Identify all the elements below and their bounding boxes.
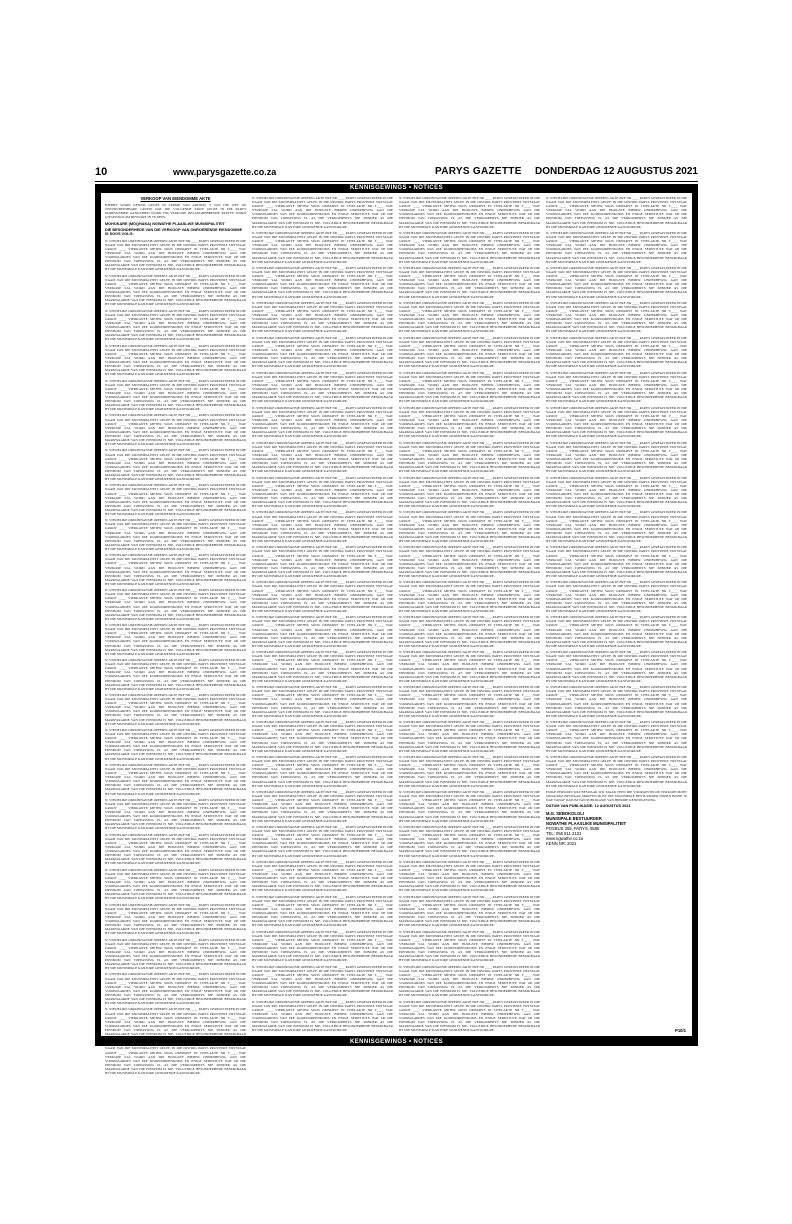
notice-paragraph: N. STEDELIKE ORDONNANSIE OPPERVLAKTE ERF NR ____ PARYS GEREGISTREER IN DIE NAAM VAN DIE MUNISIPALITEIT GELEE IN DIE DISTRIK PARYS PROVINSIE VRYSTAAT GROOT ____ VIERKANTE METER SOOS OMSKRYF IN TITELAKTE NR T____ WAT VERKOOP SAL WORD AAN DIE HOOGSTE BIEDER ONDERHEWIG AAN DIE VOORWAARDES VAN DIE KOOPOOREENKOMS EN ENIGE SERWITUTE WAT OP DIE EIENDOM VAN TOEPASSING IS, AS DIE VERKOOPPRYS NIE MINDER AS DIE MARKWAARDE VAN DIE EIENDOM IS NIE. VOLLEDIGE BESONDERHEDE BESKIKBAAR BY DIE MUNISIPALE KANTORE GEDURENDE KANTOORURE.: [252, 824, 393, 858]
notice-paragraph: N. STEDELIKE ORDONNANSIE OPPERVLAKTE ERF NR ____ PARYS GEREGISTREER IN DIE NAAM VAN DIE MUNISIPALITEIT GELEE IN DIE DISTRIK PARYS PROVINSIE VRYSTAAT GROOT ____ VIERKANTE METER SOOS OMSKRYF IN TITELAKTE NR T____ WAT VERKOOP SAL WORD AAN DIE HOOGSTE BIEDER ONDERHEWIG AAN DIE VOORWAARDES VAN DIE KOOPOOREENKOMS EN ENIGE SERWITUTE WAT OP DIE EIENDOM VAN TOEPASSING IS, AS DIE VERKOOPPRYS NIE MINDER AS DIE MARKWAARDE VAN DIE EIENDOM IS NIE. VOLLEDIGE BESONDERHEDE BESKIKBAAR BY DIE MUNISIPALE KANTORE GEDURENDE KANTOORURE.: [399, 545, 540, 579]
notice-paragraph: N. STEDELIKE ORDONNANSIE OPPERVLAKTE ERF NR ____ PARYS GEREGISTREER IN DIE NAAM VAN DIE MUNISIPALITEIT GELEE IN DIE DISTRIK PARYS PROVINSIE VRYSTAAT GROOT ____ VIERKANTE METER SOOS OMSKRYF IN TITELAKTE NR T____ WAT VERKOOP SAL WORD AAN DIE HOOGSTE BIEDER ONDERHEWIG AAN DIE VOORWAARDES VAN DIE KOOPOOREENKOMS EN ENIGE SERWITUTE WAT OP DIE EIENDOM VAN TOEPASSING IS, AS DIE VERKOOPPRYS NIE MINDER AS DIE MARKWAARDE VAN DIE EIENDOM IS NIE. VOLLEDIGE BESONDERHEDE BESKIKBAAR BY DIE MUNISIPALE KANTORE GEDURENDE KANTOORURE.: [105, 1007, 246, 1041]
page-header: [95, 166, 698, 180]
notice-paragraph: N. STEDELIKE ORDONNANSIE OPPERVLAKTE ERF NR ____ PARYS GEREGISTREER IN DIE NAAM VAN DIE MUNISIPALITEIT GELEE IN DIE DISTRIK PARYS PROVINSIE VRYSTAAT GROOT ____ VIERKANTE METER SOOS OMSKRYF IN TITELAKTE NR T____ WAT VERKOOP SAL WORD AAN DIE HOOGSTE BIEDER ONDERHEWIG AAN DIE VOORWAARDES VAN DIE KOOPOOREENKOMS EN ENIGE SERWITUTE WAT OP DIE EIENDOM VAN TOEPASSING IS, AS DIE VERKOOPPRYS NIE MINDER AS DIE MARKWAARDE VAN DIE EIENDOM IS NIE. VOLLEDIGE BESONDERHEDE BESKIKBAAR BY DIE MUNISIPALE KANTORE GEDURENDE KANTOORURE.: [546, 615, 687, 648]
notice-paragraph: N. STEDELIKE ORDONNANSIE OPPERVLAKTE ERF NR ____ PARYS GEREGISTREER IN DIE NAAM VAN DIE MUNISIPALITEIT GELEE IN DIE DISTRIK PARYS PROVINSIE VRYSTAAT GROOT ____ VIERKANTE METER SOOS OMSKRYF IN TITELAKTE NR T____ WAT VERKOOP SAL WORD AAN DIE HOOGSTE BIEDER ONDERHEWIG AAN DIE VOORWAARDES VAN DIE KOOPOOREENKOMS EN ENIGE SERWITUTE WAT OP DIE EIENDOM VAN TOEPASSING IS, AS DIE VERKOOPPRYS NIE MINDER AS DIE MARKWAARDE VAN DIE EIENDOM IS NIE. VOLLEDIGE BESONDERHEDE BESKIKBAAR BY DIE MUNISIPALE KANTORE GEDURENDE KANTOORURE.: [399, 405, 540, 439]
notice-paragraph: N. STEDELIKE ORDONNANSIE OPPERVLAKTE ERF NR ____ PARYS GEREGISTREER IN DIE NAAM VAN DIE MUNISIPALITEIT GELEE IN DIE DISTRIK PARYS PROVINSIE VRYSTAAT GROOT ____ VIERKANTE METER SOOS OMSKRYF IN TITELAKTE NR T____ WAT VERKOOP SAL WORD AAN DIE HOOGSTE BIEDER ONDERHEWIG AAN DIE VOORWAARDES VAN DIE KOOPOOREENKOMS EN ENIGE SERWITUTE WAT OP DIE EIENDOM VAN TOEPASSING IS, AS DIE VERKOOPPRYS NIE MINDER AS DIE MARKWAARDE VAN DIE EIENDOM IS NIE. VOLLEDIGE BESONDERHEDE BESKIKBAAR BY DIE MUNISIPALE KANTORE GEDURENDE KANTOORURE.: [399, 335, 540, 369]
notice-paragraph: N. STEDELIKE ORDONNANSIE OPPERVLAKTE ERF NR ____ PARYS GEREGISTREER IN DIE NAAM VAN DIE MUNISIPALITEIT GELEE IN DIE DISTRIK PARYS PROVINSIE VRYSTAAT GROOT ____ VIERKANTE METER SOOS OMSKRYF IN TITELAKTE NR T____ WAT VERKOOP SAL WORD AAN DIE HOOGSTE BIEDER ONDERHEWIG AAN DIE VOORWAARDES VAN DIE KOOPOOREENKOMS EN ENIGE SERWITUTE WAT OP DIE EIENDOM VAN TOEPASSING IS, AS DIE VERKOOPPRYS NIE MINDER AS DIE MARKWAARDE VAN DIE EIENDOM IS NIE. VOLLEDIGE BESONDERHEDE BESKIKBAAR BY DIE MUNISIPALE KANTORE GEDURENDE KANTOORURE.: [399, 685, 540, 718]
notice-column-2: [252, 196, 393, 1032]
notice-paragraph: N. STEDELIKE ORDONNANSIE OPPERVLAKTE ERF NR ____ PARYS GEREGISTREER IN DIE NAAM VAN DIE MUNISIPALITEIT GELEE IN DIE DISTRIK PARYS PROVINSIE VRYSTAAT GROOT ____ VIERKANTE METER SOOS OMSKRYF IN TITELAKTE NR T____ WAT VERKOOP SAL WORD AAN DIE HOOGSTE BIEDER ONDERHEWIG AAN DIE VOORWAARDES VAN DIE KOOPOOREENKOMS EN ENIGE SERWITUTE WAT OP DIE EIENDOM VAN TOEPASSING IS, AS DIE VERKOOPPRYS NIE MINDER AS DIE MARKWAARDE VAN DIE EIENDOM IS NIE. VOLLEDIGE BESONDERHEDE BESKIKBAAR BY DIE MUNISIPALE KANTORE GEDURENDE KANTOORURE.: [105, 692, 246, 726]
notice-paragraph: N. STEDELIKE ORDONNANSIE OPPERVLAKTE ERF NR ____ PARYS GEREGISTREER IN DIE NAAM VAN DIE MUNISIPALITEIT GELEE IN DIE DISTRIK PARYS PROVINSIE VRYSTAAT GROOT ____ VIERKANTE METER SOOS OMSKRYF IN TITELAKTE NR T____ WAT VERKOOP SAL WORD AAN DIE HOOGSTE BIEDER ONDERHEWIG AAN DIE VOORWAARDES VAN DIE KOOPOOREENKOMS EN ENIGE SERWITUTE WAT OP DIE EIENDOM VAN TOEPASSING IS, AS DIE VERKOOPPRYS NIE MINDER AS DIE MARKWAARDE VAN DIE EIENDOM IS NIE. VOLLEDIGE BESONDERHEDE BESKIKBAAR BY DIE MUNISIPALE KANTORE GEDURENDE KANTOORURE.: [399, 964, 540, 998]
notice-paragraph: N. STEDELIKE ORDONNANSIE OPPERVLAKTE ERF NR ____ PARYS GEREGISTREER IN DIE NAAM VAN DIE MUNISIPALITEIT GELEE IN DIE DISTRIK PARYS PROVINSIE VRYSTAAT GROOT ____ VIERKANTE METER SOOS OMSKRYF IN TITELAKTE NR T____ WAT VERKOOP SAL WORD AAN DIE HOOGSTE BIEDER ONDERHEWIG AAN DIE VOORWAARDES VAN DIE KOOPOOREENKOMS EN ENIGE SERWITUTE WAT OP DIE EIENDOM VAN TOEPASSING IS, AS DIE VERKOOPPRYS NIE MINDER AS DIE MARKWAARDE VAN DIE EIENDOM IS NIE. VOLLEDIGE BESONDERHEDE BESKIKBAAR BY DIE MUNISIPALE KANTORE GEDURENDE KANTOORURE.: [399, 580, 540, 613]
notice-paragraph: N. STEDELIKE ORDONNANSIE OPPERVLAKTE ERF NR ____ PARYS GEREGISTREER IN DIE NAAM VAN DIE MUNISIPALITEIT GELEE IN DIE DISTRIK PARYS PROVINSIE VRYSTAAT GROOT ____ VIERKANTE METER SOOS OMSKRYF IN TITELAKTE NR T____ WAT VERKOOP SAL WORD AAN DIE HOOGSTE BIEDER ONDERHEWIG AAN DIE VOORWAARDES VAN DIE KOOPOOREENKOMS EN ENIGE SERWITUTE WAT OP DIE EIENDOM VAN TOEPASSING IS, AS DIE VERKOOPPRYS NIE MINDER AS DIE MARKWAARDE VAN DIE EIENDOM IS NIE. VOLLEDIGE BESONDERHEDE BESKIKBAAR BY DIE MUNISIPALE KANTORE GEDURENDE KANTOORURE.: [252, 370, 393, 404]
notice-paragraph: N. STEDELIKE ORDONNANSIE OPPERVLAKTE ERF NR ____ PARYS GEREGISTREER IN DIE NAAM VAN DIE MUNISIPALITEIT GELEE IN DIE DISTRIK PARYS PROVINSIE VRYSTAAT GROOT ____ VIERKANTE METER SOOS OMSKRYF IN TITELAKTE NR T____ WAT VERKOOP SAL WORD AAN DIE HOOGSTE BIEDER ONDERHEWIG AAN DIE VOORWAARDES VAN DIE KOOPOOREENKOMS EN ENIGE SERWITUTE WAT OP DIE EIENDOM VAN TOEPASSING IS, AS DIE VERKOOPPRYS NIE MINDER AS DIE MARKWAARDE VAN DIE EIENDOM IS NIE. VOLLEDIGE BESONDERHEDE BESKIKBAAR BY DIE MUNISIPALE KANTORE GEDURENDE KANTOORURE.: [252, 789, 393, 823]
notice-paragraph: N. STEDELIKE ORDONNANSIE OPPERVLAKTE ERF NR ____ PARYS GEREGISTREER IN DIE NAAM VAN DIE MUNISIPALITEIT GELEE IN DIE DISTRIK PARYS PROVINSIE VRYSTAAT GROOT ____ VIERKANTE METER SOOS OMSKRYF IN TITELAKTE NR T____ WAT VERKOOP SAL WORD AAN DIE HOOGSTE BIEDER ONDERHEWIG AAN DIE VOORWAARDES VAN DIE KOOPOOREENKOMS EN ENIGE SERWITUTE WAT OP DIE EIENDOM VAN TOEPASSING IS, AS DIE VERKOOPPRYS NIE MINDER AS DIE MARKWAARDE VAN DIE EIENDOM IS NIE. VOLLEDIGE BESONDERHEDE BESKIKBAAR BY DIE MUNISIPALE KANTORE GEDURENDE KANTOORURE.: [252, 510, 393, 544]
notice-paragraph: N. STEDELIKE ORDONNANSIE OPPERVLAKTE ERF NR ____ PARYS GEREGISTREER IN DIE NAAM VAN DIE MUNISIPALITEIT GELEE IN DIE DISTRIK PARYS PROVINSIE VRYSTAAT GROOT ____ VIERKANTE METER SOOS OMSKRYF IN TITELAKTE NR T____ WAT VERKOOP SAL WORD AAN DIE HOOGSTE BIEDER ONDERHEWIG AAN DIE VOORWAARDES VAN DIE KOOPOOREENKOMS EN ENIGE SERWITUTE WAT OP DIE EIENDOM VAN TOEPASSING IS, AS DIE VERKOOPPRYS NIE MINDER AS DIE MARKWAARDE VAN DIE EIENDOM IS NIE. VOLLEDIGE BESONDERHEDE BESKIKBAAR BY DIE MUNISIPALE KANTORE GEDURENDE KANTOORURE.: [399, 300, 540, 334]
notice-column-4: [546, 196, 687, 1032]
notice-paragraph: N. STEDELIKE ORDONNANSIE OPPERVLAKTE ERF NR ____ PARYS GEREGISTREER IN DIE NAAM VAN DIE MUNISIPALITEIT GELEE IN DIE DISTRIK PARYS PROVINSIE VRYSTAAT GROOT ____ VIERKANTE METER SOOS OMSKRYF IN TITELAKTE NR T____ WAT VERKOOP SAL WORD AAN DIE HOOGSTE BIEDER ONDERHEWIG AAN DIE VOORWAARDES VAN DIE KOOPOOREENKOMS EN ENIGE SERWITUTE WAT OP DIE EIENDOM VAN TOEPASSING IS, AS DIE VERKOOPPRYS NIE MINDER AS DIE MARKWAARDE VAN DIE EIENDOM IS NIE. VOLLEDIGE BESONDERHEDE BESKIKBAAR BY DIE MUNISIPALE KANTORE GEDURENDE KANTOORURE.: [399, 475, 540, 509]
notice-paragraph: N. STEDELIKE ORDONNANSIE OPPERVLAKTE ERF NR ____ PARYS GEREGISTREER IN DIE NAAM VAN DIE MUNISIPALITEIT GELEE IN DIE DISTRIK PARYS PROVINSIE VRYSTAAT GROOT ____ VIERKANTE METER SOOS OMSKRYF IN TITELAKTE NR T____ WAT VERKOOP SAL WORD AAN DIE HOOGSTE BIEDER ONDERHEWIG AAN DIE VOORWAARDES VAN DIE KOOPOOREENKOMS EN ENIGE SERWITUTE WAT OP DIE EIENDOM VAN TOEPASSING IS, AS DIE VERKOOPPRYS NIE MINDER AS DIE MARKWAARDE VAN DIE EIENDOM IS NIE. VOLLEDIGE BESONDERHEDE BESKIKBAAR BY DIE MUNISIPALE KANTORE GEDURENDE KANTOORURE.: [546, 405, 687, 439]
notice-paragraph: N. STEDELIKE ORDONNANSIE OPPERVLAKTE ERF NR ____ PARYS GEREGISTREER IN DIE NAAM VAN DIE MUNISIPALITEIT GELEE IN DIE DISTRIK PARYS PROVINSIE VRYSTAAT GROOT ____ VIERKANTE METER SOOS OMSKRYF IN TITELAKTE NR T____ WAT VERKOOP SAL WORD AAN DIE HOOGSTE BIEDER ONDERHEWIG AAN DIE VOORWAARDES VAN DIE KOOPOOREENKOMS EN ENIGE SERWITUTE WAT OP DIE EIENDOM VAN TOEPASSING IS, AS DIE VERKOOPPRYS NIE MINDER AS DIE MARKWAARDE VAN DIE EIENDOM IS NIE. VOLLEDIGE BESONDERHEDE BESKIKBAAR BY DIE MUNISIPALE KANTORE GEDURENDE KANTOORURE.: [252, 894, 393, 928]
signature-line: NGWATHE PLAASLIKE MUNISIPALITEIT: [546, 820, 627, 826]
notice-paragraph: N. STEDELIKE ORDONNANSIE OPPERVLAKTE ERF NR ____ PARYS GEREGISTREER IN DIE NAAM VAN DIE MUNISIPALITEIT GELEE IN DIE DISTRIK PARYS PROVINSIE VRYSTAAT GROOT ____ VIERKANTE METER SOOS OMSKRYF IN TITELAKTE NR T____ WAT VERKOOP SAL WORD AAN DIE HOOGSTE BIEDER ONDERHEWIG AAN DIE VOORWAARDES VAN DIE KOOPOOREENKOMS EN ENIGE SERWITUTE WAT OP DIE EIENDOM VAN TOEPASSING IS, AS DIE VERKOOPPRYS NIE MINDER AS DIE MARKWAARDE VAN DIE EIENDOM IS NIE. VOLLEDIGE BESONDERHEDE BESKIKBAAR BY DIE MUNISIPALE KANTORE GEDURENDE KANTOORURE.: [399, 650, 540, 683]
notice-reference: P10/1: [675, 1028, 686, 1033]
notice-heading: VERKOOP VAN EIENDOMME AKTE: [140, 196, 211, 201]
publication-title: PARYS GAZETTE: [435, 166, 522, 177]
notice-paragraph: N. STEDELIKE ORDONNANSIE OPPERVLAKTE ERF NR ____ PARYS GEREGISTREER IN DIE NAAM VAN DIE MUNISIPALITEIT GELEE IN DIE DISTRIK PARYS PROVINSIE VRYSTAAT GROOT ____ VIERKANTE METER SOOS OMSKRYF IN TITELAKTE NR T____ WAT VERKOOP SAL WORD AAN DIE HOOGSTE BIEDER ONDERHEWIG AAN DIE VOORWAARDES VAN DIE KOOPOOREENKOMS EN ENIGE SERWITUTE WAT OP DIE EIENDOM VAN TOEPASSING IS, AS DIE VERKOOPPRYS NIE MINDER AS DIE MARKWAARDE VAN DIE EIENDOM IS NIE. VOLLEDIGE BESONDERHEDE BESKIKBAAR BY DIE MUNISIPALE KANTORE GEDURENDE KANTOORURE.: [105, 762, 246, 796]
notice-paragraph: N. STEDELIKE ORDONNANSIE OPPERVLAKTE ERF NR ____ PARYS GEREGISTREER IN DIE NAAM VAN DIE MUNISIPALITEIT GELEE IN DIE DISTRIK PARYS PROVINSIE VRYSTAAT GROOT ____ VIERKANTE METER SOOS OMSKRYF IN TITELAKTE NR T____ WAT VERKOOP SAL WORD AAN DIE HOOGSTE BIEDER ONDERHEWIG AAN DIE VOORWAARDES VAN DIE KOOPOOREENKOMS EN ENIGE SERWITUTE WAT OP DIE EIENDOM VAN TOEPASSING IS, AS DIE VERKOOPPRYS NIE MINDER AS DIE MARKWAARDE VAN DIE EIENDOM IS NIE. VOLLEDIGE BESONDERHEDE BESKIKBAAR BY DIE MUNISIPALE KANTORE GEDURENDE KANTOORURE.: [252, 999, 393, 1033]
notice-paragraph: N. STEDELIKE ORDONNANSIE OPPERVLAKTE ERF NR ____ PARYS GEREGISTREER IN DIE NAAM VAN DIE MUNISIPALITEIT GELEE IN DIE DISTRIK PARYS PROVINSIE VRYSTAAT GROOT ____ VIERKANTE METER SOOS OMSKRYF IN TITELAKTE NR T____ WAT VERKOOP SAL WORD AAN DIE HOOGSTE BIEDER ONDERHEWIG AAN DIE VOORWAARDES VAN DIE KOOPOOREENKOMS EN ENIGE SERWITUTE WAT OP DIE EIENDOM VAN TOEPASSING IS, AS DIE VERKOOPPRYS NIE MINDER AS DIE MARKWAARDE VAN DIE EIENDOM IS NIE. VOLLEDIGE BESONDERHEDE BESKIKBAAR BY DIE MUNISIPALE KANTORE GEDURENDE KANTOORURE.: [105, 378, 246, 412]
notice-paragraph: N. STEDELIKE ORDONNANSIE OPPERVLAKTE ERF NR ____ PARYS GEREGISTREER IN DIE NAAM VAN DIE MUNISIPALITEIT GELEE IN DIE DISTRIK PARYS PROVINSIE VRYSTAAT GROOT ____ VIERKANTE METER SOOS OMSKRYF IN TITELAKTE NR T____ WAT VERKOOP SAL WORD AAN DIE HOOGSTE BIEDER ONDERHEWIG AAN DIE VOORWAARDES VAN DIE KOOPOOREENKOMS EN ENIGE SERWITUTE WAT OP DIE EIENDOM VAN TOEPASSING IS, AS DIE VERKOOPPRYS NIE MINDER AS DIE MARKWAARDE VAN DIE EIENDOM IS NIE. VOLLEDIGE BESONDERHEDE BESKIKBAAR BY DIE MUNISIPALE KANTORE GEDURENDE KANTOORURE.: [546, 650, 687, 683]
signature-line: www.ngwathe.co.za: [546, 835, 584, 841]
notice-intro: HIERBY WORD KENNIS GEGEE IN TERME VAN ARTIKEL 9 VAN DIE WET OP ONVERVREEMBARE GROND DAT DIE VOLGENDE ERWE GELEE IN DIE PARYS DORPSGEBIED AANGEBIED WORD VIR VERKOOP. BELANGHEBBENDE PARTYE WORD UITGENOOI OM BESWARE IN TE DIEN.: [105, 203, 246, 220]
notice-paragraph: N. STEDELIKE ORDONNANSIE OPPERVLAKTE ERF NR ____ PARYS GEREGISTREER IN DIE NAAM VAN DIE MUNISIPALITEIT GELEE IN DIE DISTRIK PARYS PROVINSIE VRYSTAAT GROOT ____ VIERKANTE METER SOOS OMSKRYF IN TITELAKTE NR T____ WAT VERKOOP SAL WORD AAN DIE HOOGSTE BIEDER ONDERHEWIG AAN DIE VOORWAARDES VAN DIE KOOPOOREENKOMS EN ENIGE SERWITUTE WAT OP DIE EIENDOM VAN TOEPASSING IS, AS DIE VERKOOPPRYS NIE MINDER AS DIE MARKWAARDE VAN DIE EIENDOM IS NIE. VOLLEDIGE BESONDERHEDE BESKIKBAAR BY DIE MUNISIPALE KANTORE GEDURENDE KANTOORURE.: [252, 545, 393, 579]
notice-paragraph: N. STEDELIKE ORDONNANSIE OPPERVLAKTE ERF NR ____ PARYS GEREGISTREER IN DIE NAAM VAN DIE MUNISIPALITEIT GELEE IN DIE DISTRIK PARYS PROVINSIE VRYSTAAT GROOT ____ VIERKANTE METER SOOS OMSKRYF IN TITELAKTE NR T____ WAT VERKOOP SAL WORD AAN DIE HOOGSTE BIEDER ONDERHEWIG AAN DIE VOORWAARDES VAN DIE KOOPOOREENKOMS EN ENIGE SERWITUTE WAT OP DIE EIENDOM VAN TOEPASSING IS, AS DIE VERKOOPPRYS NIE MINDER AS DIE MARKWAARDE VAN DIE EIENDOM IS NIE. VOLLEDIGE BESONDERHEDE BESKIKBAAR BY DIE MUNISIPALE KANTORE GEDURENDE KANTOORURE.: [105, 238, 246, 272]
notice-paragraph: N. STEDELIKE ORDONNANSIE OPPERVLAKTE ERF NR ____ PARYS GEREGISTREER IN DIE NAAM VAN DIE MUNISIPALITEIT GELEE IN DIE DISTRIK PARYS PROVINSIE VRYSTAAT GROOT ____ VIERKANTE METER SOOS OMSKRYF IN TITELAKTE NR T____ WAT VERKOOP SAL WORD AAN DIE HOOGSTE BIEDER ONDERHEWIG AAN DIE VOORWAARDES VAN DIE KOOPOOREENKOMS EN ENIGE SERWITUTE WAT OP DIE EIENDOM VAN TOEPASSING IS, AS DIE VERKOOPPRYS NIE MINDER AS DIE MARKWAARDE VAN DIE EIENDOM IS NIE. VOLLEDIGE BESONDERHEDE BESKIKBAAR BY DIE MUNISIPALE KANTORE GEDURENDE KANTOORURE.: [252, 615, 393, 648]
notice-paragraph: N. STEDELIKE ORDONNANSIE OPPERVLAKTE ERF NR ____ PARYS GEREGISTREER IN DIE NAAM VAN DIE MUNISIPALITEIT GELEE IN DIE DISTRIK PARYS PROVINSIE VRYSTAAT GROOT ____ VIERKANTE METER SOOS OMSKRYF IN TITELAKTE NR T____ WAT VERKOOP SAL WORD AAN DIE HOOGSTE BIEDER ONDERHEWIG AAN DIE VOORWAARDES VAN DIE KOOPOOREENKOMS EN ENIGE SERWITUTE WAT OP DIE EIENDOM VAN TOEPASSING IS, AS DIE VERKOOPPRYS NIE MINDER AS DIE MARKWAARDE VAN DIE EIENDOM IS NIE. VOLLEDIGE BESONDERHEDE BESKIKBAAR BY DIE MUNISIPALE KANTORE GEDURENDE KANTOORURE.: [399, 859, 540, 893]
notice-paragraph: N. STEDELIKE ORDONNANSIE OPPERVLAKTE ERF NR ____ PARYS GEREGISTREER IN DIE NAAM VAN DIE MUNISIPALITEIT GELEE IN DIE DISTRIK PARYS PROVINSIE VRYSTAAT GROOT ____ VIERKANTE METER SOOS OMSKRYF IN TITELAKTE NR T____ WAT VERKOOP SAL WORD AAN DIE HOOGSTE BIEDER ONDERHEWIG AAN DIE VOORWAARDES VAN DIE KOOPOOREENKOMS EN ENIGE SERWITUTE WAT OP DIE EIENDOM VAN TOEPASSING IS, AS DIE VERKOOPPRYS NIE MINDER AS DIE MARKWAARDE VAN DIE EIENDOM IS NIE. VOLLEDIGE BESONDERHEDE BESKIKBAAR BY DIE MUNISIPALE KANTORE GEDURENDE KANTOORURE.: [399, 230, 540, 264]
notice-paragraph: N. STEDELIKE ORDONNANSIE OPPERVLAKTE ERF NR ____ PARYS GEREGISTREER IN DIE NAAM VAN DIE MUNISIPALITEIT GELEE IN DIE DISTRIK PARYS PROVINSIE VRYSTAAT GROOT ____ VIERKANTE METER SOOS OMSKRYF IN TITELAKTE NR T____ WAT VERKOOP SAL WORD AAN DIE HOOGSTE BIEDER ONDERHEWIG AAN DIE VOORWAARDES VAN DIE KOOPOOREENKOMS EN ENIGE SERWITUTE WAT OP DIE EIENDOM VAN TOEPASSING IS, AS DIE VERKOOPPRYS NIE MINDER AS DIE MARKWAARDE VAN DIE EIENDOM IS NIE. VOLLEDIGE BESONDERHEDE BESKIKBAAR BY DIE MUNISIPALE KANTORE GEDURENDE KANTOORURE.: [546, 580, 687, 613]
notice-paragraph: N. STEDELIKE ORDONNANSIE OPPERVLAKTE ERF NR ____ PARYS GEREGISTREER IN DIE NAAM VAN DIE MUNISIPALITEIT GELEE IN DIE DISTRIK PARYS PROVINSIE VRYSTAAT GROOT ____ VIERKANTE METER SOOS OMSKRYF IN TITELAKTE NR T____ WAT VERKOOP SAL WORD AAN DIE HOOGSTE BIEDER ONDERHEWIG AAN DIE VOORWAARDES VAN DIE KOOPOOREENKOMS EN ENIGE SERWITUTE WAT OP DIE EIENDOM VAN TOEPASSING IS, AS DIE VERKOOPPRYS NIE MINDER AS DIE MARKWAARDE VAN DIE EIENDOM IS NIE. VOLLEDIGE BESONDERHEDE BESKIKBAAR BY DIE MUNISIPALE KANTORE GEDURENDE KANTOORURE.: [399, 929, 540, 963]
notice-paragraph: N. STEDELIKE ORDONNANSIE OPPERVLAKTE ERF NR ____ PARYS GEREGISTREER IN DIE NAAM VAN DIE MUNISIPALITEIT GELEE IN DIE DISTRIK PARYS PROVINSIE VRYSTAAT GROOT ____ VIERKANTE METER SOOS OMSKRYF IN TITELAKTE NR T____ WAT VERKOOP SAL WORD AAN DIE HOOGSTE BIEDER ONDERHEWIG AAN DIE VOORWAARDES VAN DIE KOOPOOREENKOMS EN ENIGE SERWITUTE WAT OP DIE EIENDOM VAN TOEPASSING IS, AS DIE VERKOOPPRYS NIE MINDER AS DIE MARKWAARDE VAN DIE EIENDOM IS NIE. VOLLEDIGE BESONDERHEDE BESKIKBAAR BY DIE MUNISIPALE KANTORE GEDURENDE KANTOORURE.: [252, 580, 393, 613]
notice-paragraph: N. STEDELIKE ORDONNANSIE OPPERVLAKTE ERF NR ____ PARYS GEREGISTREER IN DIE NAAM VAN DIE MUNISIPALITEIT GELEE IN DIE DISTRIK PARYS PROVINSIE VRYSTAAT GROOT ____ VIERKANTE METER SOOS OMSKRYF IN TITELAKTE NR T____ WAT VERKOOP SAL WORD AAN DIE HOOGSTE BIEDER ONDERHEWIG AAN DIE VOORWAARDES VAN DIE KOOPOOREENKOMS EN ENIGE SERWITUTE WAT OP DIE EIENDOM VAN TOEPASSING IS, AS DIE VERKOOPPRYS NIE MINDER AS DIE MARKWAARDE VAN DIE EIENDOM IS NIE. VOLLEDIGE BESONDERHEDE BESKIKBAAR BY DIE MUNISIPALE KANTORE GEDURENDE KANTOORURE.: [105, 867, 246, 901]
notice-paragraph: N. STEDELIKE ORDONNANSIE OPPERVLAKTE ERF NR ____ PARYS GEREGISTREER IN DIE NAAM VAN DIE MUNISIPALITEIT GELEE IN DIE DISTRIK PARYS PROVINSIE VRYSTAAT GROOT ____ VIERKANTE METER SOOS OMSKRYF IN TITELAKTE NR T____ WAT VERKOOP SAL WORD AAN DIE HOOGSTE BIEDER ONDERHEWIG AAN DIE VOORWAARDES VAN DIE KOOPOOREENKOMS EN ENIGE SERWITUTE WAT OP DIE EIENDOM VAN TOEPASSING IS, AS DIE VERKOOPPRYS NIE MINDER AS DIE MARKWAARDE VAN DIE EIENDOM IS NIE. VOLLEDIGE BESONDERHEDE BESKIKBAAR BY DIE MUNISIPALE KANTORE GEDURENDE KANTOORURE.: [546, 510, 687, 544]
notice-paragraph: N. STEDELIKE ORDONNANSIE OPPERVLAKTE ERF NR ____ PARYS GEREGISTREER IN DIE NAAM VAN DIE MUNISIPALITEIT GELEE IN DIE DISTRIK PARYS PROVINSIE VRYSTAAT GROOT ____ VIERKANTE METER SOOS OMSKRYF IN TITELAKTE NR T____ WAT VERKOOP SAL WORD AAN DIE HOOGSTE BIEDER ONDERHEWIG AAN DIE VOORWAARDES VAN DIE KOOPOOREENKOMS EN ENIGE SERWITUTE WAT OP DIE EIENDOM VAN TOEPASSING IS, AS DIE VERKOOPPRYS NIE MINDER AS DIE MARKWAARDE VAN DIE EIENDOM IS NIE. VOLLEDIGE BESONDERHEDE BESKIKBAAR BY DIE MUNISIPALE KANTORE GEDURENDE KANTOORURE.: [252, 964, 393, 998]
notice-paragraph: N. STEDELIKE ORDONNANSIE OPPERVLAKTE ERF NR ____ PARYS GEREGISTREER IN DIE NAAM VAN DIE MUNISIPALITEIT GELEE IN DIE DISTRIK PARYS PROVINSIE VRYSTAAT GROOT ____ VIERKANTE METER SOOS OMSKRYF IN TITELAKTE NR T____ WAT VERKOOP SAL WORD AAN DIE HOOGSTE BIEDER ONDERHEWIG AAN DIE VOORWAARDES VAN DIE KOOPOOREENKOMS EN ENIGE SERWITUTE WAT OP DIE EIENDOM VAN TOEPASSING IS, AS DIE VERKOOPPRYS NIE MINDER AS DIE MARKWAARDE VAN DIE EIENDOM IS NIE. VOLLEDIGE BESONDERHEDE BESKIKBAAR BY DIE MUNISIPALE KANTORE GEDURENDE KANTOORURE.: [252, 230, 393, 264]
notice-column-1: [105, 196, 246, 1075]
notice-paragraph: N. STEDELIKE ORDONNANSIE OPPERVLAKTE ERF NR ____ PARYS GEREGISTREER IN DIE NAAM VAN DIE MUNISIPALITEIT GELEE IN DIE DISTRIK PARYS PROVINSIE VRYSTAAT GROOT ____ VIERKANTE METER SOOS OMSKRYF IN TITELAKTE NR T____ WAT VERKOOP SAL WORD AAN DIE HOOGSTE BIEDER ONDERHEWIG AAN DIE VOORWAARDES VAN DIE KOOPOOREENKOMS EN ENIGE SERWITUTE WAT OP DIE EIENDOM VAN TOEPASSING IS, AS DIE VERKOOPPRYS NIE MINDER AS DIE MARKWAARDE VAN DIE EIENDOM IS NIE. VOLLEDIGE BESONDERHEDE BESKIKBAAR BY DIE MUNISIPALE KANTORE GEDURENDE KANTOORURE.: [546, 370, 687, 404]
notice-closing: ENIGE PERSOON WAT BESWAAR WIL MAAK TEEN DIE VOORGESTELDE VERKOPE MOET SODANIGE BESWAAR SKRIFTELIK BY DIE MUNISIPALE BESTUURDER INDIEN BINNE 30 DAE VANAF DATUM VAN PUBLIKASIE VAN HIERDIE KENNISGEWING.: [546, 789, 687, 803]
notice-paragraph: N. STEDELIKE ORDONNANSIE OPPERVLAKTE ERF NR ____ PARYS GEREGISTREER IN DIE NAAM VAN DIE MUNISIPALITEIT GELEE IN DIE DISTRIK PARYS PROVINSIE VRYSTAAT GROOT ____ VIERKANTE METER SOOS OMSKRYF IN TITELAKTE NR T____ WAT VERKOOP SAL WORD AAN DIE HOOGSTE BIEDER ONDERHEWIG AAN DIE VOORWAARDES VAN DIE KOOPOOREENKOMS EN ENIGE SERWITUTE WAT OP DIE EIENDOM VAN TOEPASSING IS, AS DIE VERKOOPPRYS NIE MINDER AS DIE MARKWAARDE VAN DIE EIENDOM IS NIE. VOLLEDIGE BESONDERHEDE BESKIKBAAR BY DIE MUNISIPALE KANTORE GEDURENDE KANTOORURE.: [105, 1042, 246, 1075]
signature-line: MUNISIPALE BESTUURDER: [546, 815, 602, 821]
signature-line: TEL: 056 811 2131: [546, 830, 582, 836]
notice-column-3: [399, 196, 540, 1032]
notice-paragraph: N. STEDELIKE ORDONNANSIE OPPERVLAKTE ERF NR ____ PARYS GEREGISTREER IN DIE NAAM VAN DIE MUNISIPALITEIT GELEE IN DIE DISTRIK PARYS PROVINSIE VRYSTAAT GROOT ____ VIERKANTE METER SOOS OMSKRYF IN TITELAKTE NR T____ WAT VERKOOP SAL WORD AAN DIE HOOGSTE BIEDER ONDERHEWIG AAN DIE VOORWAARDES VAN DIE KOOPOOREENKOMS EN ENIGE SERWITUTE WAT OP DIE EIENDOM VAN TOEPASSING IS, AS DIE VERKOOPPRYS NIE MINDER AS DIE MARKWAARDE VAN DIE EIENDOM IS NIE. VOLLEDIGE BESONDERHEDE BESKIKBAAR BY DIE MUNISIPALE KANTORE GEDURENDE KANTOORURE.: [399, 440, 540, 474]
notice-paragraph: N. STEDELIKE ORDONNANSIE OPPERVLAKTE ERF NR ____ PARYS GEREGISTREER IN DIE NAAM VAN DIE MUNISIPALITEIT GELEE IN DIE DISTRIK PARYS PROVINSIE VRYSTAAT GROOT ____ VIERKANTE METER SOOS OMSKRYF IN TITELAKTE NR T____ WAT VERKOOP SAL WORD AAN DIE HOOGSTE BIEDER ONDERHEWIG AAN DIE VOORWAARDES VAN DIE KOOPOOREENKOMS EN ENIGE SERWITUTE WAT OP DIE EIENDOM VAN TOEPASSING IS, AS DIE VERKOOPPRYS NIE MINDER AS DIE MARKWAARDE VAN DIE EIENDOM IS NIE. VOLLEDIGE BESONDERHEDE BESKIKBAAR BY DIE MUNISIPALE KANTORE GEDURENDE KANTOORURE.: [399, 510, 540, 544]
notice-subheading: DIE BESONDERHEDE VAN DIE VERKOOP VAN ONROERENDE EIENDOMME IS SOOS VOLG:: [105, 227, 243, 237]
notices-page-frame: [95, 184, 698, 1075]
section-banner-bottom: KENNISGEWINGS • NOTICES: [350, 1039, 443, 1045]
notice-paragraph: N. STEDELIKE ORDONNANSIE OPPERVLAKTE ERF NR ____ PARYS GEREGISTREER IN DIE NAAM VAN DIE MUNISIPALITEIT GELEE IN DIE DISTRIK PARYS PROVINSIE VRYSTAAT GROOT ____ VIERKANTE METER SOOS OMSKRYF IN TITELAKTE NR T____ WAT VERKOOP SAL WORD AAN DIE HOOGSTE BIEDER ONDERHEWIG AAN DIE VOORWAARDES VAN DIE KOOPOOREENKOMS EN ENIGE SERWITUTE WAT OP DIE EIENDOM VAN TOEPASSING IS, AS DIE VERKOOPPRYS NIE MINDER AS DIE MARKWAARDE VAN DIE EIENDOM IS NIE. VOLLEDIGE BESONDERHEDE BESKIKBAAR BY DIE MUNISIPALE KANTORE GEDURENDE KANTOORURE.: [546, 685, 687, 718]
notice-paragraph: N. STEDELIKE ORDONNANSIE OPPERVLAKTE ERF NR ____ PARYS GEREGISTREER IN DIE NAAM VAN DIE MUNISIPALITEIT GELEE IN DIE DISTRIK PARYS PROVINSIE VRYSTAAT GROOT ____ VIERKANTE METER SOOS OMSKRYF IN TITELAKTE NR T____ WAT VERKOOP SAL WORD AAN DIE HOOGSTE BIEDER ONDERHEWIG AAN DIE VOORWAARDES VAN DIE KOOPOOREENKOMS EN ENIGE SERWITUTE WAT OP DIE EIENDOM VAN TOEPASSING IS, AS DIE VERKOOPPRYS NIE MINDER AS DIE MARKWAARDE VAN DIE EIENDOM IS NIE. VOLLEDIGE BESONDERHEDE BESKIKBAAR BY DIE MUNISIPALE KANTORE GEDURENDE KANTOORURE.: [105, 273, 246, 307]
notice-paragraph: N. STEDELIKE ORDONNANSIE OPPERVLAKTE ERF NR ____ PARYS GEREGISTREER IN DIE NAAM VAN DIE MUNISIPALITEIT GELEE IN DIE DISTRIK PARYS PROVINSIE VRYSTAAT GROOT ____ VIERKANTE METER SOOS OMSKRYF IN TITELAKTE NR T____ WAT VERKOOP SAL WORD AAN DIE HOOGSTE BIEDER ONDERHEWIG AAN DIE VOORWAARDES VAN DIE KOOPOOREENKOMS EN ENIGE SERWITUTE WAT OP DIE EIENDOM VAN TOEPASSING IS, AS DIE VERKOOPPRYS NIE MINDER AS DIE MARKWAARDE VAN DIE EIENDOM IS NIE. VOLLEDIGE BESONDERHEDE BESKIKBAAR BY DIE MUNISIPALE KANTORE GEDURENDE KANTOORURE.: [252, 755, 393, 788]
notice-paragraph: N. STEDELIKE ORDONNANSIE OPPERVLAKTE ERF NR ____ PARYS GEREGISTREER IN DIE NAAM VAN DIE MUNISIPALITEIT GELEE IN DIE DISTRIK PARYS PROVINSIE VRYSTAAT GROOT ____ VIERKANTE METER SOOS OMSKRYF IN TITELAKTE NR T____ WAT VERKOOP SAL WORD AAN DIE HOOGSTE BIEDER ONDERHEWIG AAN DIE VOORWAARDES VAN DIE KOOPOOREENKOMS EN ENIGE SERWITUTE WAT OP DIE EIENDOM VAN TOEPASSING IS, AS DIE VERKOOPPRYS NIE MINDER AS DIE MARKWAARDE VAN DIE EIENDOM IS NIE. VOLLEDIGE BESONDERHEDE BESKIKBAAR BY DIE MUNISIPALE KANTORE GEDURENDE KANTOORURE.: [105, 308, 246, 342]
notice-paragraph: N. STEDELIKE ORDONNANSIE OPPERVLAKTE ERF NR ____ PARYS GEREGISTREER IN DIE NAAM VAN DIE MUNISIPALITEIT GELEE IN DIE DISTRIK PARYS PROVINSIE VRYSTAAT GROOT ____ VIERKANTE METER SOOS OMSKRYF IN TITELAKTE NR T____ WAT VERKOOP SAL WORD AAN DIE HOOGSTE BIEDER ONDERHEWIG AAN DIE VOORWAARDES VAN DIE KOOPOOREENKOMS EN ENIGE SERWITUTE WAT OP DIE EIENDOM VAN TOEPASSING IS, AS DIE VERKOOPPRYS NIE MINDER AS DIE MARKWAARDE VAN DIE EIENDOM IS NIE. VOLLEDIGE BESONDERHEDE BESKIKBAAR BY DIE MUNISIPALE KANTORE GEDURENDE KANTOORURE.: [546, 230, 687, 264]
notice-paragraph: N. STEDELIKE ORDONNANSIE OPPERVLAKTE ERF NR ____ PARYS GEREGISTREER IN DIE NAAM VAN DIE MUNISIPALITEIT GELEE IN DIE DISTRIK PARYS PROVINSIE VRYSTAAT GROOT ____ VIERKANTE METER SOOS OMSKRYF IN TITELAKTE NR T____ WAT VERKOOP SAL WORD AAN DIE HOOGSTE BIEDER ONDERHEWIG AAN DIE VOORWAARDES VAN DIE KOOPOOREENKOMS EN ENIGE SERWITUTE WAT OP DIE EIENDOM VAN TOEPASSING IS, AS DIE VERKOOPPRYS NIE MINDER AS DIE MARKWAARDE VAN DIE EIENDOM IS NIE. VOLLEDIGE BESONDERHEDE BESKIKBAAR BY DIE MUNISIPALE KANTORE GEDURENDE KANTOORURE.: [399, 999, 540, 1033]
notice-paragraph: N. STEDELIKE ORDONNANSIE OPPERVLAKTE ERF NR ____ PARYS GEREGISTREER IN DIE NAAM VAN DIE MUNISIPALITEIT GELEE IN DIE DISTRIK PARYS PROVINSIE VRYSTAAT GROOT ____ VIERKANTE METER SOOS OMSKRYF IN TITELAKTE NR T____ WAT VERKOOP SAL WORD AAN DIE HOOGSTE BIEDER ONDERHEWIG AAN DIE VOORWAARDES VAN DIE KOOPOOREENKOMS EN ENIGE SERWITUTE WAT OP DIE EIENDOM VAN TOEPASSING IS, AS DIE VERKOOPPRYS NIE MINDER AS DIE MARKWAARDE VAN DIE EIENDOM IS NIE. VOLLEDIGE BESONDERHEDE BESKIKBAAR BY DIE MUNISIPALE KANTORE GEDURENDE KANTOORURE.: [105, 483, 246, 516]
notice-paragraph: N. STEDELIKE ORDONNANSIE OPPERVLAKTE ERF NR ____ PARYS GEREGISTREER IN DIE NAAM VAN DIE MUNISIPALITEIT GELEE IN DIE DISTRIK PARYS PROVINSIE VRYSTAAT GROOT ____ VIERKANTE METER SOOS OMSKRYF IN TITELAKTE NR T____ WAT VERKOOP SAL WORD AAN DIE HOOGSTE BIEDER ONDERHEWIG AAN DIE VOORWAARDES VAN DIE KOOPOOREENKOMS EN ENIGE SERWITUTE WAT OP DIE EIENDOM VAN TOEPASSING IS, AS DIE VERKOOPPRYS NIE MINDER AS DIE MARKWAARDE VAN DIE EIENDOM IS NIE. VOLLEDIGE BESONDERHEDE BESKIKBAAR BY DIE MUNISIPALE KANTORE GEDURENDE KANTOORURE.: [399, 789, 540, 823]
notice-paragraph: N. STEDELIKE ORDONNANSIE OPPERVLAKTE ERF NR ____ PARYS GEREGISTREER IN DIE NAAM VAN DIE MUNISIPALITEIT GELEE IN DIE DISTRIK PARYS PROVINSIE VRYSTAAT GROOT ____ VIERKANTE METER SOOS OMSKRYF IN TITELAKTE NR T____ WAT VERKOOP SAL WORD AAN DIE HOOGSTE BIEDER ONDERHEWIG AAN DIE VOORWAARDES VAN DIE KOOPOOREENKOMS EN ENIGE SERWITUTE WAT OP DIE EIENDOM VAN TOEPASSING IS, AS DIE VERKOOPPRYS NIE MINDER AS DIE MARKWAARDE VAN DIE EIENDOM IS NIE. VOLLEDIGE BESONDERHEDE BESKIKBAAR BY DIE MUNISIPALE KANTORE GEDURENDE KANTOORURE.: [546, 720, 687, 753]
notice-paragraph: N. STEDELIKE ORDONNANSIE OPPERVLAKTE ERF NR ____ PARYS GEREGISTREER IN DIE NAAM VAN DIE MUNISIPALITEIT GELEE IN DIE DISTRIK PARYS PROVINSIE VRYSTAAT GROOT ____ VIERKANTE METER SOOS OMSKRYF IN TITELAKTE NR T____ WAT VERKOOP SAL WORD AAN DIE HOOGSTE BIEDER ONDERHEWIG AAN DIE VOORWAARDES VAN DIE KOOPOOREENKOMS EN ENIGE SERWITUTE WAT OP DIE EIENDOM VAN TOEPASSING IS, AS DIE VERKOOPPRYS NIE MINDER AS DIE MARKWAARDE VAN DIE EIENDOM IS NIE. VOLLEDIGE BESONDERHEDE BESKIKBAAR BY DIE MUNISIPALE KANTORE GEDURENDE KANTOORURE.: [105, 658, 246, 691]
notice-paragraph: N. STEDELIKE ORDONNANSIE OPPERVLAKTE ERF NR ____ PARYS GEREGISTREER IN DIE NAAM VAN DIE MUNISIPALITEIT GELEE IN DIE DISTRIK PARYS PROVINSIE VRYSTAAT GROOT ____ VIERKANTE METER SOOS OMSKRYF IN TITELAKTE NR T____ WAT VERKOOP SAL WORD AAN DIE HOOGSTE BIEDER ONDERHEWIG AAN DIE VOORWAARDES VAN DIE KOOPOOREENKOMS EN ENIGE SERWITUTE WAT OP DIE EIENDOM VAN TOEPASSING IS, AS DIE VERKOOPPRYS NIE MINDER AS DIE MARKWAARDE VAN DIE EIENDOM IS NIE. VOLLEDIGE BESONDERHEDE BESKIKBAAR BY DIE MUNISIPALE KANTORE GEDURENDE KANTOORURE.: [105, 832, 246, 866]
section-banner-top: KENNISGEWINGS • NOTICES: [350, 185, 443, 191]
notice-paragraph: N. STEDELIKE ORDONNANSIE OPPERVLAKTE ERF NR ____ PARYS GEREGISTREER IN DIE NAAM VAN DIE MUNISIPALITEIT GELEE IN DIE DISTRIK PARYS PROVINSIE VRYSTAAT GROOT ____ VIERKANTE METER SOOS OMSKRYF IN TITELAKTE NR T____ WAT VERKOOP SAL WORD AAN DIE HOOGSTE BIEDER ONDERHEWIG AAN DIE VOORWAARDES VAN DIE KOOPOOREENKOMS EN ENIGE SERWITUTE WAT OP DIE EIENDOM VAN TOEPASSING IS, AS DIE VERKOOPPRYS NIE MINDER AS DIE MARKWAARDE VAN DIE EIENDOM IS NIE. VOLLEDIGE BESONDERHEDE BESKIKBAAR BY DIE MUNISIPALE KANTORE GEDURENDE KANTOORURE.: [399, 824, 540, 858]
notice-paragraph: N. STEDELIKE ORDONNANSIE OPPERVLAKTE ERF NR ____ PARYS GEREGISTREER IN DIE NAAM VAN DIE MUNISIPALITEIT GELEE IN DIE DISTRIK PARYS PROVINSIE VRYSTAAT GROOT ____ VIERKANTE METER SOOS OMSKRYF IN TITELAKTE NR T____ WAT VERKOOP SAL WORD AAN DIE HOOGSTE BIEDER ONDERHEWIG AAN DIE VOORWAARDES VAN DIE KOOPOOREENKOMS EN ENIGE SERWITUTE WAT OP DIE EIENDOM VAN TOEPASSING IS, AS DIE VERKOOPPRYS NIE MINDER AS DIE MARKWAARDE VAN DIE EIENDOM IS NIE. VOLLEDIGE BESONDERHEDE BESKIKBAAR BY DIE MUNISIPALE KANTORE GEDURENDE KANTOORURE.: [399, 196, 540, 229]
notice-paragraph: N. STEDELIKE ORDONNANSIE OPPERVLAKTE ERF NR ____ PARYS GEREGISTREER IN DIE NAAM VAN DIE MUNISIPALITEIT GELEE IN DIE DISTRIK PARYS PROVINSIE VRYSTAAT GROOT ____ VIERKANTE METER SOOS OMSKRYF IN TITELAKTE NR T____ WAT VERKOOP SAL WORD AAN DIE HOOGSTE BIEDER ONDERHEWIG AAN DIE VOORWAARDES VAN DIE KOOPOOREENKOMS EN ENIGE SERWITUTE WAT OP DIE EIENDOM VAN TOEPASSING IS, AS DIE VERKOOPPRYS NIE MINDER AS DIE MARKWAARDE VAN DIE EIENDOM IS NIE. VOLLEDIGE BESONDERHEDE BESKIKBAAR BY DIE MUNISIPALE KANTORE GEDURENDE KANTOORURE.: [105, 937, 246, 971]
notice-paragraph: N. STEDELIKE ORDONNANSIE OPPERVLAKTE ERF NR ____ PARYS GEREGISTREER IN DIE NAAM VAN DIE MUNISIPALITEIT GELEE IN DIE DISTRIK PARYS PROVINSIE VRYSTAAT GROOT ____ VIERKANTE METER SOOS OMSKRYF IN TITELAKTE NR T____ WAT VERKOOP SAL WORD AAN DIE HOOGSTE BIEDER ONDERHEWIG AAN DIE VOORWAARDES VAN DIE KOOPOOREENKOMS EN ENIGE SERWITUTE WAT OP DIE EIENDOM VAN TOEPASSING IS, AS DIE VERKOOPPRYS NIE MINDER AS DIE MARKWAARDE VAN DIE EIENDOM IS NIE. VOLLEDIGE BESONDERHEDE BESKIKBAAR BY DIE MUNISIPALE KANTORE GEDURENDE KANTOORURE.: [546, 545, 687, 579]
notice-paragraph: N. STEDELIKE ORDONNANSIE OPPERVLAKTE ERF NR ____ PARYS GEREGISTREER IN DIE NAAM VAN DIE MUNISIPALITEIT GELEE IN DIE DISTRIK PARYS PROVINSIE VRYSTAAT GROOT ____ VIERKANTE METER SOOS OMSKRYF IN TITELAKTE NR T____ WAT VERKOOP SAL WORD AAN DIE HOOGSTE BIEDER ONDERHEWIG AAN DIE VOORWAARDES VAN DIE KOOPOOREENKOMS EN ENIGE SERWITUTE WAT OP DIE EIENDOM VAN TOEPASSING IS, AS DIE VERKOOPPRYS NIE MINDER AS DIE MARKWAARDE VAN DIE EIENDOM IS NIE. VOLLEDIGE BESONDERHEDE BESKIKBAAR BY DIE MUNISIPALE KANTORE GEDURENDE KANTOORURE.: [105, 902, 246, 936]
notice-paragraph: N. STEDELIKE ORDONNANSIE OPPERVLAKTE ERF NR ____ PARYS GEREGISTREER IN DIE NAAM VAN DIE MUNISIPALITEIT GELEE IN DIE DISTRIK PARYS PROVINSIE VRYSTAAT GROOT ____ VIERKANTE METER SOOS OMSKRYF IN TITELAKTE NR T____ WAT VERKOOP SAL WORD AAN DIE HOOGSTE BIEDER ONDERHEWIG AAN DIE VOORWAARDES VAN DIE KOOPOOREENKOMS EN ENIGE SERWITUTE WAT OP DIE EIENDOM VAN TOEPASSING IS, AS DIE VERKOOPPRYS NIE MINDER AS DIE MARKWAARDE VAN DIE EIENDOM IS NIE. VOLLEDIGE BESONDERHEDE BESKIKBAAR BY DIE MUNISIPALE KANTORE GEDURENDE KANTOORURE.: [252, 475, 393, 509]
notice-paragraph: N. STEDELIKE ORDONNANSIE OPPERVLAKTE ERF NR ____ PARYS GEREGISTREER IN DIE NAAM VAN DIE MUNISIPALITEIT GELEE IN DIE DISTRIK PARYS PROVINSIE VRYSTAAT GROOT ____ VIERKANTE METER SOOS OMSKRYF IN TITELAKTE NR T____ WAT VERKOOP SAL WORD AAN DIE HOOGSTE BIEDER ONDERHEWIG AAN DIE VOORWAARDES VAN DIE KOOPOOREENKOMS EN ENIGE SERWITUTE WAT OP DIE EIENDOM VAN TOEPASSING IS, AS DIE VERKOOPPRYS NIE MINDER AS DIE MARKWAARDE VAN DIE EIENDOM IS NIE. VOLLEDIGE BESONDERHEDE BESKIKBAAR BY DIE MUNISIPALE KANTORE GEDURENDE KANTOORURE.: [399, 370, 540, 404]
signature-line: M.G. SEBOKOLOLI: [546, 810, 584, 816]
notice-paragraph: N. STEDELIKE ORDONNANSIE OPPERVLAKTE ERF NR ____ PARYS GEREGISTREER IN DIE NAAM VAN DIE MUNISIPALITEIT GELEE IN DIE DISTRIK PARYS PROVINSIE VRYSTAAT GROOT ____ VIERKANTE METER SOOS OMSKRYF IN TITELAKTE NR T____ WAT VERKOOP SAL WORD AAN DIE HOOGSTE BIEDER ONDERHEWIG AAN DIE VOORWAARDES VAN DIE KOOPOOREENKOMS EN ENIGE SERWITUTE WAT OP DIE EIENDOM VAN TOEPASSING IS, AS DIE VERKOOPPRYS NIE MINDER AS DIE MARKWAARDE VAN DIE EIENDOM IS NIE. VOLLEDIGE BESONDERHEDE BESKIKBAAR BY DIE MUNISIPALE KANTORE GEDURENDE KANTOORURE.: [546, 265, 687, 299]
publication-date-line: DATUM VAN PUBLIKASIE: 12 AUGUSTUS 2021: [546, 804, 631, 809]
notice-paragraph: N. STEDELIKE ORDONNANSIE OPPERVLAKTE ERF NR ____ PARYS GEREGISTREER IN DIE NAAM VAN DIE MUNISIPALITEIT GELEE IN DIE DISTRIK PARYS PROVINSIE VRYSTAAT GROOT ____ VIERKANTE METER SOOS OMSKRYF IN TITELAKTE NR T____ WAT VERKOOP SAL WORD AAN DIE HOOGSTE BIEDER ONDERHEWIG AAN DIE VOORWAARDES VAN DIE KOOPOOREENKOMS EN ENIGE SERWITUTE WAT OP DIE EIENDOM VAN TOEPASSING IS, AS DIE VERKOOPPRYS NIE MINDER AS DIE MARKWAARDE VAN DIE EIENDOM IS NIE. VOLLEDIGE BESONDERHEDE BESKIKBAAR BY DIE MUNISIPALE KANTORE GEDURENDE KANTOORURE.: [399, 265, 540, 299]
notice-paragraph: N. STEDELIKE ORDONNANSIE OPPERVLAKTE ERF NR ____ PARYS GEREGISTREER IN DIE NAAM VAN DIE MUNISIPALITEIT GELEE IN DIE DISTRIK PARYS PROVINSIE VRYSTAAT GROOT ____ VIERKANTE METER SOOS OMSKRYF IN TITELAKTE NR T____ WAT VERKOOP SAL WORD AAN DIE HOOGSTE BIEDER ONDERHEWIG AAN DIE VOORWAARDES VAN DIE KOOPOOREENKOMS EN ENIGE SERWITUTE WAT OP DIE EIENDOM VAN TOEPASSING IS, AS DIE VERKOOPPRYS NIE MINDER AS DIE MARKWAARDE VAN DIE EIENDOM IS NIE. VOLLEDIGE BESONDERHEDE BESKIKBAAR BY DIE MUNISIPALE KANTORE GEDURENDE KANTOORURE.: [546, 475, 687, 509]
notice-paragraph: N. STEDELIKE ORDONNANSIE OPPERVLAKTE ERF NR ____ PARYS GEREGISTREER IN DIE NAAM VAN DIE MUNISIPALITEIT GELEE IN DIE DISTRIK PARYS PROVINSIE VRYSTAAT GROOT ____ VIERKANTE METER SOOS OMSKRYF IN TITELAKTE NR T____ WAT VERKOOP SAL WORD AAN DIE HOOGSTE BIEDER ONDERHEWIG AAN DIE VOORWAARDES VAN DIE KOOPOOREENKOMS EN ENIGE SERWITUTE WAT OP DIE EIENDOM VAN TOEPASSING IS, AS DIE VERKOOPPRYS NIE MINDER AS DIE MARKWAARDE VAN DIE EIENDOM IS NIE. VOLLEDIGE BESONDERHEDE BESKIKBAAR BY DIE MUNISIPALE KANTORE GEDURENDE KANTOORURE.: [252, 196, 393, 229]
notice-paragraph: N. STEDELIKE ORDONNANSIE OPPERVLAKTE ERF NR ____ PARYS GEREGISTREER IN DIE NAAM VAN DIE MUNISIPALITEIT GELEE IN DIE DISTRIK PARYS PROVINSIE VRYSTAAT GROOT ____ VIERKANTE METER SOOS OMSKRYF IN TITELAKTE NR T____ WAT VERKOOP SAL WORD AAN DIE HOOGSTE BIEDER ONDERHEWIG AAN DIE VOORWAARDES VAN DIE KOOPOOREENKOMS EN ENIGE SERWITUTE WAT OP DIE EIENDOM VAN TOEPASSING IS, AS DIE VERKOOPPRYS NIE MINDER AS DIE MARKWAARDE VAN DIE EIENDOM IS NIE. VOLLEDIGE BESONDERHEDE BESKIKBAAR BY DIE MUNISIPALE KANTORE GEDURENDE KANTOORURE.: [105, 343, 246, 377]
notice-paragraph: N. STEDELIKE ORDONNANSIE OPPERVLAKTE ERF NR ____ PARYS GEREGISTREER IN DIE NAAM VAN DIE MUNISIPALITEIT GELEE IN DIE DISTRIK PARYS PROVINSIE VRYSTAAT GROOT ____ VIERKANTE METER SOOS OMSKRYF IN TITELAKTE NR T____ WAT VERKOOP SAL WORD AAN DIE HOOGSTE BIEDER ONDERHEWIG AAN DIE VOORWAARDES VAN DIE KOOPOOREENKOMS EN ENIGE SERWITUTE WAT OP DIE EIENDOM VAN TOEPASSING IS, AS DIE VERKOOPPRYS NIE MINDER AS DIE MARKWAARDE VAN DIE EIENDOM IS NIE. VOLLEDIGE BESONDERHEDE BESKIKBAAR BY DIE MUNISIPALE KANTORE GEDURENDE KANTOORURE.: [105, 623, 246, 656]
notice-paragraph: N. STEDELIKE ORDONNANSIE OPPERVLAKTE ERF NR ____ PARYS GEREGISTREER IN DIE NAAM VAN DIE MUNISIPALITEIT GELEE IN DIE DISTRIK PARYS PROVINSIE VRYSTAAT GROOT ____ VIERKANTE METER SOOS OMSKRYF IN TITELAKTE NR T____ WAT VERKOOP SAL WORD AAN DIE HOOGSTE BIEDER ONDERHEWIG AAN DIE VOORWAARDES VAN DIE KOOPOOREENKOMS EN ENIGE SERWITUTE WAT OP DIE EIENDOM VAN TOEPASSING IS, AS DIE VERKOOPPRYS NIE MINDER AS DIE MARKWAARDE VAN DIE EIENDOM IS NIE. VOLLEDIGE BESONDERHEDE BESKIKBAAR BY DIE MUNISIPALE KANTORE GEDURENDE KANTOORURE.: [105, 518, 246, 551]
notice-subheading: MOHOKARE (MOQHAKA) NGWATHE PLAASLIKE MUNISIPALITEIT: [105, 221, 225, 226]
notice-paragraph: N. STEDELIKE ORDONNANSIE OPPERVLAKTE ERF NR ____ PARYS GEREGISTREER IN DIE NAAM VAN DIE MUNISIPALITEIT GELEE IN DIE DISTRIK PARYS PROVINSIE VRYSTAAT GROOT ____ VIERKANTE METER SOOS OMSKRYF IN TITELAKTE NR T____ WAT VERKOOP SAL WORD AAN DIE HOOGSTE BIEDER ONDERHEWIG AAN DIE VOORWAARDES VAN DIE KOOPOOREENKOMS EN ENIGE SERWITUTE WAT OP DIE EIENDOM VAN TOEPASSING IS, AS DIE VERKOOPPRYS NIE MINDER AS DIE MARKWAARDE VAN DIE EIENDOM IS NIE. VOLLEDIGE BESONDERHEDE BESKIKBAAR BY DIE MUNISIPALE KANTORE GEDURENDE KANTOORURE.: [252, 335, 393, 369]
signature-line: POSBUS 359, PARYS, 9585: [546, 825, 600, 831]
notice-paragraph: N. STEDELIKE ORDONNANSIE OPPERVLAKTE ERF NR ____ PARYS GEREGISTREER IN DIE NAAM VAN DIE MUNISIPALITEIT GELEE IN DIE DISTRIK PARYS PROVINSIE VRYSTAAT GROOT ____ VIERKANTE METER SOOS OMSKRYF IN TITELAKTE NR T____ WAT VERKOOP SAL WORD AAN DIE HOOGSTE BIEDER ONDERHEWIG AAN DIE VOORWAARDES VAN DIE KOOPOOREENKOMS EN ENIGE SERWITUTE WAT OP DIE EIENDOM VAN TOEPASSING IS, AS DIE VERKOOPPRYS NIE MINDER AS DIE MARKWAARDE VAN DIE EIENDOM IS NIE. VOLLEDIGE BESONDERHEDE BESKIKBAAR BY DIE MUNISIPALE KANTORE GEDURENDE KANTOORURE.: [105, 588, 246, 621]
notice-paragraph: N. STEDELIKE ORDONNANSIE OPPERVLAKTE ERF NR ____ PARYS GEREGISTREER IN DIE NAAM VAN DIE MUNISIPALITEIT GELEE IN DIE DISTRIK PARYS PROVINSIE VRYSTAAT GROOT ____ VIERKANTE METER SOOS OMSKRYF IN TITELAKTE NR T____ WAT VERKOOP SAL WORD AAN DIE HOOGSTE BIEDER ONDERHEWIG AAN DIE VOORWAARDES VAN DIE KOOPOOREENKOMS EN ENIGE SERWITUTE WAT OP DIE EIENDOM VAN TOEPASSING IS, AS DIE VERKOOPPRYS NIE MINDER AS DIE MARKWAARDE VAN DIE EIENDOM IS NIE. VOLLEDIGE BESONDERHEDE BESKIKBAAR BY DIE MUNISIPALE KANTORE GEDURENDE KANTOORURE.: [546, 300, 687, 334]
notice-paragraph: N. STEDELIKE ORDONNANSIE OPPERVLAKTE ERF NR ____ PARYS GEREGISTREER IN DIE NAAM VAN DIE MUNISIPALITEIT GELEE IN DIE DISTRIK PARYS PROVINSIE VRYSTAAT GROOT ____ VIERKANTE METER SOOS OMSKRYF IN TITELAKTE NR T____ WAT VERKOOP SAL WORD AAN DIE HOOGSTE BIEDER ONDERHEWIG AAN DIE VOORWAARDES VAN DIE KOOPOOREENKOMS EN ENIGE SERWITUTE WAT OP DIE EIENDOM VAN TOEPASSING IS, AS DIE VERKOOPPRYS NIE MINDER AS DIE MARKWAARDE VAN DIE EIENDOM IS NIE. VOLLEDIGE BESONDERHEDE BESKIKBAAR BY DIE MUNISIPALE KANTORE GEDURENDE KANTOORURE.: [399, 720, 540, 753]
signature-line: KENN NR: 2021: [546, 840, 577, 846]
issue-date: DONDERDAG 12 AUGUSTUS 2021: [534, 166, 698, 177]
notice-paragraph: N. STEDELIKE ORDONNANSIE OPPERVLAKTE ERF NR ____ PARYS GEREGISTREER IN DIE NAAM VAN DIE MUNISIPALITEIT GELEE IN DIE DISTRIK PARYS PROVINSIE VRYSTAAT GROOT ____ VIERKANTE METER SOOS OMSKRYF IN TITELAKTE NR T____ WAT VERKOOP SAL WORD AAN DIE HOOGSTE BIEDER ONDERHEWIG AAN DIE VOORWAARDES VAN DIE KOOPOOREENKOMS EN ENIGE SERWITUTE WAT OP DIE EIENDOM VAN TOEPASSING IS, AS DIE VERKOOPPRYS NIE MINDER AS DIE MARKWAARDE VAN DIE EIENDOM IS NIE. VOLLEDIGE BESONDERHEDE BESKIKBAAR BY DIE MUNISIPALE KANTORE GEDURENDE KANTOORURE.: [105, 413, 246, 447]
notice-paragraph: N. STEDELIKE ORDONNANSIE OPPERVLAKTE ERF NR ____ PARYS GEREGISTREER IN DIE NAAM VAN DIE MUNISIPALITEIT GELEE IN DIE DISTRIK PARYS PROVINSIE VRYSTAAT GROOT ____ VIERKANTE METER SOOS OMSKRYF IN TITELAKTE NR T____ WAT VERKOOP SAL WORD AAN DIE HOOGSTE BIEDER ONDERHEWIG AAN DIE VOORWAARDES VAN DIE KOOPOOREENKOMS EN ENIGE SERWITUTE WAT OP DIE EIENDOM VAN TOEPASSING IS, AS DIE VERKOOPPRYS NIE MINDER AS DIE MARKWAARDE VAN DIE EIENDOM IS NIE. VOLLEDIGE BESONDERHEDE BESKIKBAAR BY DIE MUNISIPALE KANTORE GEDURENDE KANTOORURE.: [105, 972, 246, 1006]
notice-paragraph: N. STEDELIKE ORDONNANSIE OPPERVLAKTE ERF NR ____ PARYS GEREGISTREER IN DIE NAAM VAN DIE MUNISIPALITEIT GELEE IN DIE DISTRIK PARYS PROVINSIE VRYSTAAT GROOT ____ VIERKANTE METER SOOS OMSKRYF IN TITELAKTE NR T____ WAT VERKOOP SAL WORD AAN DIE HOOGSTE BIEDER ONDERHEWIG AAN DIE VOORWAARDES VAN DIE KOOPOOREENKOMS EN ENIGE SERWITUTE WAT OP DIE EIENDOM VAN TOEPASSING IS, AS DIE VERKOOPPRYS NIE MINDER AS DIE MARKWAARDE VAN DIE EIENDOM IS NIE. VOLLEDIGE BESONDERHEDE BESKIKBAAR BY DIE MUNISIPALE KANTORE GEDURENDE KANTOORURE.: [546, 755, 687, 788]
website-link[interactable]: www.parysgazette.co.za: [173, 167, 277, 177]
notice-paragraph: N. STEDELIKE ORDONNANSIE OPPERVLAKTE ERF NR ____ PARYS GEREGISTREER IN DIE NAAM VAN DIE MUNISIPALITEIT GELEE IN DIE DISTRIK PARYS PROVINSIE VRYSTAAT GROOT ____ VIERKANTE METER SOOS OMSKRYF IN TITELAKTE NR T____ WAT VERKOOP SAL WORD AAN DIE HOOGSTE BIEDER ONDERHEWIG AAN DIE VOORWAARDES VAN DIE KOOPOOREENKOMS EN ENIGE SERWITUTE WAT OP DIE EIENDOM VAN TOEPASSING IS, AS DIE VERKOOPPRYS NIE MINDER AS DIE MARKWAARDE VAN DIE EIENDOM IS NIE. VOLLEDIGE BESONDERHEDE BESKIKBAAR BY DIE MUNISIPALE KANTORE GEDURENDE KANTOORURE.: [105, 727, 246, 761]
notice-paragraph: N. STEDELIKE ORDONNANSIE OPPERVLAKTE ERF NR ____ PARYS GEREGISTREER IN DIE NAAM VAN DIE MUNISIPALITEIT GELEE IN DIE DISTRIK PARYS PROVINSIE VRYSTAAT GROOT ____ VIERKANTE METER SOOS OMSKRYF IN TITELAKTE NR T____ WAT VERKOOP SAL WORD AAN DIE HOOGSTE BIEDER ONDERHEWIG AAN DIE VOORWAARDES VAN DIE KOOPOOREENKOMS EN ENIGE SERWITUTE WAT OP DIE EIENDOM VAN TOEPASSING IS, AS DIE VERKOOPPRYS NIE MINDER AS DIE MARKWAARDE VAN DIE EIENDOM IS NIE. VOLLEDIGE BESONDERHEDE BESKIKBAAR BY DIE MUNISIPALE KANTORE GEDURENDE KANTOORURE.: [546, 440, 687, 474]
notice-paragraph: N. STEDELIKE ORDONNANSIE OPPERVLAKTE ERF NR ____ PARYS GEREGISTREER IN DIE NAAM VAN DIE MUNISIPALITEIT GELEE IN DIE DISTRIK PARYS PROVINSIE VRYSTAAT GROOT ____ VIERKANTE METER SOOS OMSKRYF IN TITELAKTE NR T____ WAT VERKOOP SAL WORD AAN DIE HOOGSTE BIEDER ONDERHEWIG AAN DIE VOORWAARDES VAN DIE KOOPOOREENKOMS EN ENIGE SERWITUTE WAT OP DIE EIENDOM VAN TOEPASSING IS, AS DIE VERKOOPPRYS NIE MINDER AS DIE MARKWAARDE VAN DIE EIENDOM IS NIE. VOLLEDIGE BESONDERHEDE BESKIKBAAR BY DIE MUNISIPALE KANTORE GEDURENDE KANTOORURE.: [252, 685, 393, 718]
notice-paragraph: N. STEDELIKE ORDONNANSIE OPPERVLAKTE ERF NR ____ PARYS GEREGISTREER IN DIE NAAM VAN DIE MUNISIPALITEIT GELEE IN DIE DISTRIK PARYS PROVINSIE VRYSTAAT GROOT ____ VIERKANTE METER SOOS OMSKRYF IN TITELAKTE NR T____ WAT VERKOOP SAL WORD AAN DIE HOOGSTE BIEDER ONDERHEWIG AAN DIE VOORWAARDES VAN DIE KOOPOOREENKOMS EN ENIGE SERWITUTE WAT OP DIE EIENDOM VAN TOEPASSING IS, AS DIE VERKOOPPRYS NIE MINDER AS DIE MARKWAARDE VAN DIE EIENDOM IS NIE. VOLLEDIGE BESONDERHEDE BESKIKBAAR BY DIE MUNISIPALE KANTORE GEDURENDE KANTOORURE.: [399, 615, 540, 648]
notice-paragraph: N. STEDELIKE ORDONNANSIE OPPERVLAKTE ERF NR ____ PARYS GEREGISTREER IN DIE NAAM VAN DIE MUNISIPALITEIT GELEE IN DIE DISTRIK PARYS PROVINSIE VRYSTAAT GROOT ____ VIERKANTE METER SOOS OMSKRYF IN TITELAKTE NR T____ WAT VERKOOP SAL WORD AAN DIE HOOGSTE BIEDER ONDERHEWIG AAN DIE VOORWAARDES VAN DIE KOOPOOREENKOMS EN ENIGE SERWITUTE WAT OP DIE EIENDOM VAN TOEPASSING IS, AS DIE VERKOOPPRYS NIE MINDER AS DIE MARKWAARDE VAN DIE EIENDOM IS NIE. VOLLEDIGE BESONDERHEDE BESKIKBAAR BY DIE MUNISIPALE KANTORE GEDURENDE KANTOORURE.: [252, 440, 393, 474]
notice-paragraph: N. STEDELIKE ORDONNANSIE OPPERVLAKTE ERF NR ____ PARYS GEREGISTREER IN DIE NAAM VAN DIE MUNISIPALITEIT GELEE IN DIE DISTRIK PARYS PROVINSIE VRYSTAAT GROOT ____ VIERKANTE METER SOOS OMSKRYF IN TITELAKTE NR T____ WAT VERKOOP SAL WORD AAN DIE HOOGSTE BIEDER ONDERHEWIG AAN DIE VOORWAARDES VAN DIE KOOPOOREENKOMS EN ENIGE SERWITUTE WAT OP DIE EIENDOM VAN TOEPASSING IS, AS DIE VERKOOPPRYS NIE MINDER AS DIE MARKWAARDE VAN DIE EIENDOM IS NIE. VOLLEDIGE BESONDERHEDE BESKIKBAAR BY DIE MUNISIPALE KANTORE GEDURENDE KANTOORURE.: [399, 755, 540, 788]
notice-paragraph: N. STEDELIKE ORDONNANSIE OPPERVLAKTE ERF NR ____ PARYS GEREGISTREER IN DIE NAAM VAN DIE MUNISIPALITEIT GELEE IN DIE DISTRIK PARYS PROVINSIE VRYSTAAT GROOT ____ VIERKANTE METER SOOS OMSKRYF IN TITELAKTE NR T____ WAT VERKOOP SAL WORD AAN DIE HOOGSTE BIEDER ONDERHEWIG AAN DIE VOORWAARDES VAN DIE KOOPOOREENKOMS EN ENIGE SERWITUTE WAT OP DIE EIENDOM VAN TOEPASSING IS, AS DIE VERKOOPPRYS NIE MINDER AS DIE MARKWAARDE VAN DIE EIENDOM IS NIE. VOLLEDIGE BESONDERHEDE BESKIKBAAR BY DIE MUNISIPALE KANTORE GEDURENDE KANTOORURE.: [105, 797, 246, 831]
notice-paragraph: N. STEDELIKE ORDONNANSIE OPPERVLAKTE ERF NR ____ PARYS GEREGISTREER IN DIE NAAM VAN DIE MUNISIPALITEIT GELEE IN DIE DISTRIK PARYS PROVINSIE VRYSTAAT GROOT ____ VIERKANTE METER SOOS OMSKRYF IN TITELAKTE NR T____ WAT VERKOOP SAL WORD AAN DIE HOOGSTE BIEDER ONDERHEWIG AAN DIE VOORWAARDES VAN DIE KOOPOOREENKOMS EN ENIGE SERWITUTE WAT OP DIE EIENDOM VAN TOEPASSING IS, AS DIE VERKOOPPRYS NIE MINDER AS DIE MARKWAARDE VAN DIE EIENDOM IS NIE. VOLLEDIGE BESONDERHEDE BESKIKBAAR BY DIE MUNISIPALE KANTORE GEDURENDE KANTOORURE.: [252, 929, 393, 963]
notice-paragraph: N. STEDELIKE ORDONNANSIE OPPERVLAKTE ERF NR ____ PARYS GEREGISTREER IN DIE NAAM VAN DIE MUNISIPALITEIT GELEE IN DIE DISTRIK PARYS PROVINSIE VRYSTAAT GROOT ____ VIERKANTE METER SOOS OMSKRYF IN TITELAKTE NR T____ WAT VERKOOP SAL WORD AAN DIE HOOGSTE BIEDER ONDERHEWIG AAN DIE VOORWAARDES VAN DIE KOOPOOREENKOMS EN ENIGE SERWITUTE WAT OP DIE EIENDOM VAN TOEPASSING IS, AS DIE VERKOOPPRYS NIE MINDER AS DIE MARKWAARDE VAN DIE EIENDOM IS NIE. VOLLEDIGE BESONDERHEDE BESKIKBAAR BY DIE MUNISIPALE KANTORE GEDURENDE KANTOORURE.: [252, 650, 393, 683]
notice-paragraph: N. STEDELIKE ORDONNANSIE OPPERVLAKTE ERF NR ____ PARYS GEREGISTREER IN DIE NAAM VAN DIE MUNISIPALITEIT GELEE IN DIE DISTRIK PARYS PROVINSIE VRYSTAAT GROOT ____ VIERKANTE METER SOOS OMSKRYF IN TITELAKTE NR T____ WAT VERKOOP SAL WORD AAN DIE HOOGSTE BIEDER ONDERHEWIG AAN DIE VOORWAARDES VAN DIE KOOPOOREENKOMS EN ENIGE SERWITUTE WAT OP DIE EIENDOM VAN TOEPASSING IS, AS DIE VERKOOPPRYS NIE MINDER AS DIE MARKWAARDE VAN DIE EIENDOM IS NIE. VOLLEDIGE BESONDERHEDE BESKIKBAAR BY DIE MUNISIPALE KANTORE GEDURENDE KANTOORURE.: [105, 448, 246, 482]
notice-paragraph: N. STEDELIKE ORDONNANSIE OPPERVLAKTE ERF NR ____ PARYS GEREGISTREER IN DIE NAAM VAN DIE MUNISIPALITEIT GELEE IN DIE DISTRIK PARYS PROVINSIE VRYSTAAT GROOT ____ VIERKANTE METER SOOS OMSKRYF IN TITELAKTE NR T____ WAT VERKOOP SAL WORD AAN DIE HOOGSTE BIEDER ONDERHEWIG AAN DIE VOORWAARDES VAN DIE KOOPOOREENKOMS EN ENIGE SERWITUTE WAT OP DIE EIENDOM VAN TOEPASSING IS, AS DIE VERKOOPPRYS NIE MINDER AS DIE MARKWAARDE VAN DIE EIENDOM IS NIE. VOLLEDIGE BESONDERHEDE BESKIKBAAR BY DIE MUNISIPALE KANTORE GEDURENDE KANTOORURE.: [252, 300, 393, 334]
notice-paragraph: N. STEDELIKE ORDONNANSIE OPPERVLAKTE ERF NR ____ PARYS GEREGISTREER IN DIE NAAM VAN DIE MUNISIPALITEIT GELEE IN DIE DISTRIK PARYS PROVINSIE VRYSTAAT GROOT ____ VIERKANTE METER SOOS OMSKRYF IN TITELAKTE NR T____ WAT VERKOOP SAL WORD AAN DIE HOOGSTE BIEDER ONDERHEWIG AAN DIE VOORWAARDES VAN DIE KOOPOOREENKOMS EN ENIGE SERWITUTE WAT OP DIE EIENDOM VAN TOEPASSING IS, AS DIE VERKOOPPRYS NIE MINDER AS DIE MARKWAARDE VAN DIE EIENDOM IS NIE. VOLLEDIGE BESONDERHEDE BESKIKBAAR BY DIE MUNISIPALE KANTORE GEDURENDE KANTOORURE.: [105, 553, 246, 586]
notice-paragraph: N. STEDELIKE ORDONNANSIE OPPERVLAKTE ERF NR ____ PARYS GEREGISTREER IN DIE NAAM VAN DIE MUNISIPALITEIT GELEE IN DIE DISTRIK PARYS PROVINSIE VRYSTAAT GROOT ____ VIERKANTE METER SOOS OMSKRYF IN TITELAKTE NR T____ WAT VERKOOP SAL WORD AAN DIE HOOGSTE BIEDER ONDERHEWIG AAN DIE VOORWAARDES VAN DIE KOOPOOREENKOMS EN ENIGE SERWITUTE WAT OP DIE EIENDOM VAN TOEPASSING IS, AS DIE VERKOOPPRYS NIE MINDER AS DIE MARKWAARDE VAN DIE EIENDOM IS NIE. VOLLEDIGE BESONDERHEDE BESKIKBAAR BY DIE MUNISIPALE KANTORE GEDURENDE KANTOORURE.: [399, 894, 540, 928]
notice-paragraph: N. STEDELIKE ORDONNANSIE OPPERVLAKTE ERF NR ____ PARYS GEREGISTREER IN DIE NAAM VAN DIE MUNISIPALITEIT GELEE IN DIE DISTRIK PARYS PROVINSIE VRYSTAAT GROOT ____ VIERKANTE METER SOOS OMSKRYF IN TITELAKTE NR T____ WAT VERKOOP SAL WORD AAN DIE HOOGSTE BIEDER ONDERHEWIG AAN DIE VOORWAARDES VAN DIE KOOPOOREENKOMS EN ENIGE SERWITUTE WAT OP DIE EIENDOM VAN TOEPASSING IS, AS DIE VERKOOPPRYS NIE MINDER AS DIE MARKWAARDE VAN DIE EIENDOM IS NIE. VOLLEDIGE BESONDERHEDE BESKIKBAAR BY DIE MUNISIPALE KANTORE GEDURENDE KANTOORURE.: [252, 720, 393, 753]
page-number: 10: [95, 166, 108, 178]
notice-paragraph: N. STEDELIKE ORDONNANSIE OPPERVLAKTE ERF NR ____ PARYS GEREGISTREER IN DIE NAAM VAN DIE MUNISIPALITEIT GELEE IN DIE DISTRIK PARYS PROVINSIE VRYSTAAT GROOT ____ VIERKANTE METER SOOS OMSKRYF IN TITELAKTE NR T____ WAT VERKOOP SAL WORD AAN DIE HOOGSTE BIEDER ONDERHEWIG AAN DIE VOORWAARDES VAN DIE KOOPOOREENKOMS EN ENIGE SERWITUTE WAT OP DIE EIENDOM VAN TOEPASSING IS, AS DIE VERKOOPPRYS NIE MINDER AS DIE MARKWAARDE VAN DIE EIENDOM IS NIE. VOLLEDIGE BESONDERHEDE BESKIKBAAR BY DIE MUNISIPALE KANTORE GEDURENDE KANTOORURE.: [546, 335, 687, 369]
notice-paragraph: N. STEDELIKE ORDONNANSIE OPPERVLAKTE ERF NR ____ PARYS GEREGISTREER IN DIE NAAM VAN DIE MUNISIPALITEIT GELEE IN DIE DISTRIK PARYS PROVINSIE VRYSTAAT GROOT ____ VIERKANTE METER SOOS OMSKRYF IN TITELAKTE NR T____ WAT VERKOOP SAL WORD AAN DIE HOOGSTE BIEDER ONDERHEWIG AAN DIE VOORWAARDES VAN DIE KOOPOOREENKOMS EN ENIGE SERWITUTE WAT OP DIE EIENDOM VAN TOEPASSING IS, AS DIE VERKOOPPRYS NIE MINDER AS DIE MARKWAARDE VAN DIE EIENDOM IS NIE. VOLLEDIGE BESONDERHEDE BESKIKBAAR BY DIE MUNISIPALE KANTORE GEDURENDE KANTOORURE.: [546, 196, 687, 229]
header-divider: [95, 181, 698, 182]
notice-paragraph: N. STEDELIKE ORDONNANSIE OPPERVLAKTE ERF NR ____ PARYS GEREGISTREER IN DIE NAAM VAN DIE MUNISIPALITEIT GELEE IN DIE DISTRIK PARYS PROVINSIE VRYSTAAT GROOT ____ VIERKANTE METER SOOS OMSKRYF IN TITELAKTE NR T____ WAT VERKOOP SAL WORD AAN DIE HOOGSTE BIEDER ONDERHEWIG AAN DIE VOORWAARDES VAN DIE KOOPOOREENKOMS EN ENIGE SERWITUTE WAT OP DIE EIENDOM VAN TOEPASSING IS, AS DIE VERKOOPPRYS NIE MINDER AS DIE MARKWAARDE VAN DIE EIENDOM IS NIE. VOLLEDIGE BESONDERHEDE BESKIKBAAR BY DIE MUNISIPALE KANTORE GEDURENDE KANTOORURE.: [252, 405, 393, 439]
notice-paragraph: N. STEDELIKE ORDONNANSIE OPPERVLAKTE ERF NR ____ PARYS GEREGISTREER IN DIE NAAM VAN DIE MUNISIPALITEIT GELEE IN DIE DISTRIK PARYS PROVINSIE VRYSTAAT GROOT ____ VIERKANTE METER SOOS OMSKRYF IN TITELAKTE NR T____ WAT VERKOOP SAL WORD AAN DIE HOOGSTE BIEDER ONDERHEWIG AAN DIE VOORWAARDES VAN DIE KOOPOOREENKOMS EN ENIGE SERWITUTE WAT OP DIE EIENDOM VAN TOEPASSING IS, AS DIE VERKOOPPRYS NIE MINDER AS DIE MARKWAARDE VAN DIE EIENDOM IS NIE. VOLLEDIGE BESONDERHEDE BESKIKBAAR BY DIE MUNISIPALE KANTORE GEDURENDE KANTOORURE.: [252, 265, 393, 299]
notice-paragraph: N. STEDELIKE ORDONNANSIE OPPERVLAKTE ERF NR ____ PARYS GEREGISTREER IN DIE NAAM VAN DIE MUNISIPALITEIT GELEE IN DIE DISTRIK PARYS PROVINSIE VRYSTAAT GROOT ____ VIERKANTE METER SOOS OMSKRYF IN TITELAKTE NR T____ WAT VERKOOP SAL WORD AAN DIE HOOGSTE BIEDER ONDERHEWIG AAN DIE VOORWAARDES VAN DIE KOOPOOREENKOMS EN ENIGE SERWITUTE WAT OP DIE EIENDOM VAN TOEPASSING IS, AS DIE VERKOOPPRYS NIE MINDER AS DIE MARKWAARDE VAN DIE EIENDOM IS NIE. VOLLEDIGE BESONDERHEDE BESKIKBAAR BY DIE MUNISIPALE KANTORE GEDURENDE KANTOORURE.: [252, 859, 393, 893]
